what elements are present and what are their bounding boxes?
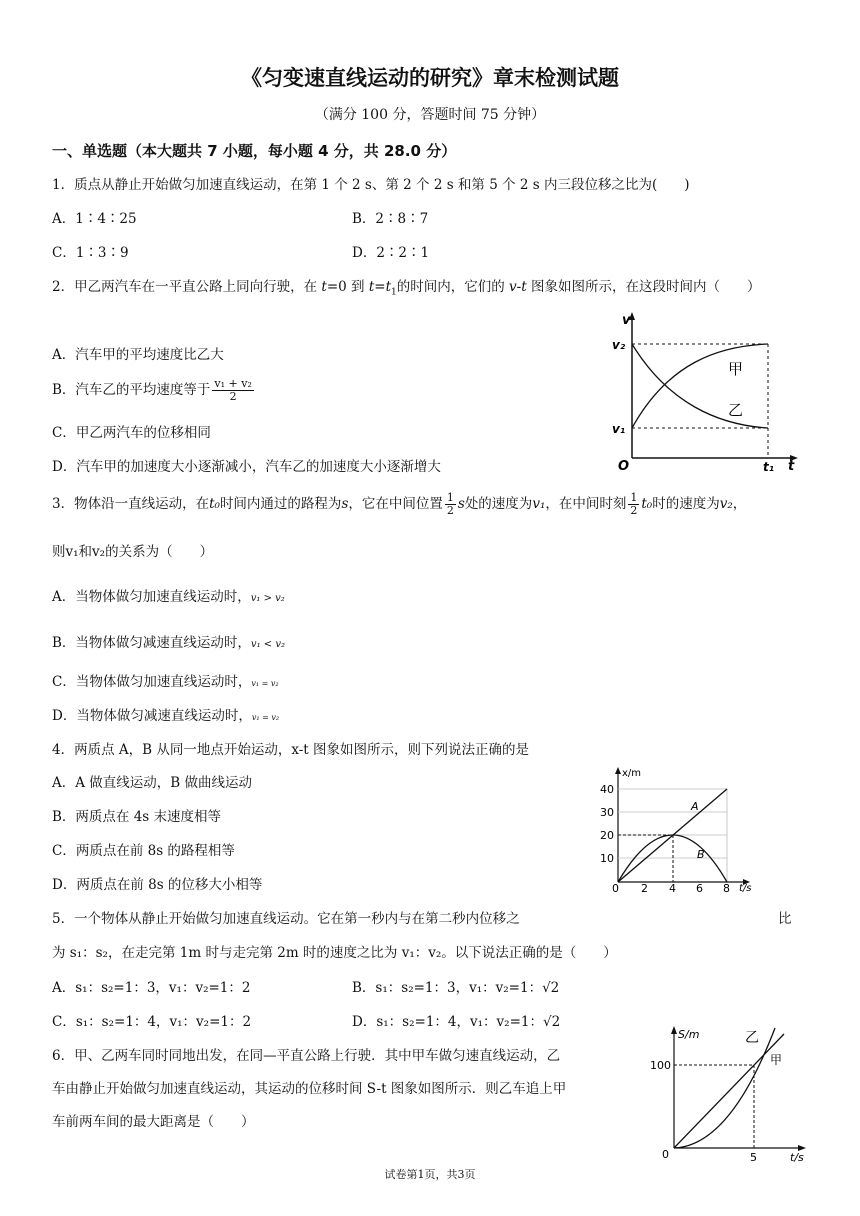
- q2-axis-t: t: [788, 459, 795, 474]
- q6-ytick-100: 100: [650, 1059, 671, 1072]
- q4-option-a: A．A 做直线运动，B 做曲线运动: [52, 775, 253, 791]
- q6-st-graph: [650, 1018, 815, 1164]
- q6-axis-t: t/s: [790, 1151, 804, 1164]
- q3-option-b: B．当物体做匀减速直线运动时，v₁ < v₂: [52, 635, 285, 651]
- q4-ytick-30: 30: [600, 806, 614, 819]
- q6-axis-s: S/m: [678, 1028, 700, 1041]
- q5-option-d: D．s₁：s₂=1：4，v₁：v₂=1：√2: [352, 1014, 561, 1030]
- q2-label-t1: t₁: [763, 460, 774, 474]
- q6-label-yi: 乙: [745, 1030, 759, 1046]
- q2-label-yi: 乙: [728, 401, 744, 419]
- q4-stem: 4．两质点 A，B 从同一地点开始运动，x-t 图象如图所示，则下列说法正确的是: [52, 742, 529, 758]
- q2-option-a: A．汽车甲的平均速度比乙大: [52, 347, 224, 363]
- q2-origin: O: [618, 459, 630, 474]
- q4-xt-graph: [594, 764, 770, 892]
- q6-origin: 0: [662, 1148, 669, 1161]
- q4-option-b: B．两质点在 4s 末速度相等: [52, 809, 222, 825]
- q4-xtick-4: 4: [669, 882, 676, 892]
- page-title: 《匀变速直线运动的研究》章末检测试题: [241, 66, 619, 90]
- q6-stem-line1: 6．甲、乙两车同时同地出发，在同—平直公路上行驶．其中甲车做匀速直线运动，乙: [52, 1048, 561, 1064]
- q1-stem: 1．质点从静止开始做匀加速直线运动，在第 1 个 2 s、第 2 个 2 s 和第 5 个 2 s 内三段位移之比为( ): [52, 177, 690, 193]
- q5-option-a: A．s₁：s₂=1：3，v₁：v₂=1：2: [52, 980, 251, 996]
- q5-stem-line1: 5．一个物体从静止开始做匀加速直线运动。它在第一秒内与在第二秒内位移之: [52, 911, 520, 927]
- q5-option-c: C．s₁：s₂=1：4，v₁：v₂=1：2: [52, 1014, 252, 1030]
- q2-vt-graph: [608, 308, 808, 474]
- q4-origin: 0: [612, 882, 619, 892]
- q4-xtick-6: 6: [696, 882, 703, 892]
- q2-option-c: C．甲乙两汽车的位移相同: [52, 425, 211, 441]
- q6-label-jia: 甲: [770, 1053, 783, 1067]
- q4-ytick-10: 10: [600, 852, 614, 865]
- q2-stem: 2．甲乙两汽车在一平直公路上同向行驶，在 t=0 到 $t=t_1$的时间内，它们的 v-t 图象如图所示，在这段时间内（ ）: [52, 279, 761, 298]
- q4-xtick-2: 2: [641, 882, 648, 892]
- q2-label-jia: 甲: [728, 360, 744, 378]
- q3-option-d: D．当物体做匀减速直线运动时，v₁ = v₂: [52, 708, 280, 724]
- q1-option-d: D．2∶2∶1: [352, 245, 430, 261]
- page-subtitle: （满分 100 分，答题时间 75 分钟）: [314, 107, 546, 123]
- q3-option-c: C．当物体做匀加速直线运动时，v₁ = v₂: [52, 674, 279, 690]
- q1-option-c: C．1∶3∶9: [52, 245, 129, 261]
- q4-label-a: A: [691, 800, 699, 813]
- q4-option-c: C．两质点在前 8s 的路程相等: [52, 843, 235, 859]
- q2-option-d: D．汽车甲的加速度大小逐渐减小，汽车乙的加速度大小逐渐增大: [52, 459, 441, 475]
- q4-ytick-40: 40: [600, 783, 614, 796]
- q4-axis-t: t/s: [739, 883, 752, 892]
- q6-stem-line3: 车前两车间的最大距离是（ ）: [52, 1114, 255, 1130]
- q6-stem-line2: 车由静止开始做匀加速直线运动，其运动的位移时间 S-t 图象如图所示．则乙车追上甲: [52, 1081, 567, 1097]
- page-footer: 试卷第1页，共3页: [384, 1168, 476, 1181]
- q4-ytick-20: 20: [600, 829, 614, 842]
- q6-xtick-5: 5: [750, 1151, 757, 1164]
- q2-option-b: B．汽车乙的平均速度等于 $\frac{\text{v₁ + v₂}}{2}$: [52, 377, 252, 403]
- q4-axis-x: x/m: [622, 768, 642, 779]
- q3-stem: 3．物体沿一直线运动，在t₀时间内通过的路程为s，它在中间位置 $\frac{1}{2}$ s处的速度为v₁，在中间时刻 $\frac{1}{2}$ t₀时的速度为v₂，: [52, 491, 747, 517]
- q2-label-v2: v₂: [612, 338, 626, 352]
- q5-stem-line1-end: 比: [778, 911, 792, 927]
- section-heading: 一、单选题（本大题共 7 小题，每小题 4 分，共 28.0 分）: [52, 142, 457, 160]
- q1-option-a: A．1∶4∶25: [52, 211, 137, 227]
- q2-label-v1: v₁: [612, 422, 626, 436]
- q3-option-a: A．当物体做匀加速直线运动时，v₁ > v₂: [52, 589, 285, 605]
- q2-axis-v: v: [622, 313, 631, 328]
- q4-label-b: B: [697, 848, 705, 861]
- q3-stem-line2: 则v₁和v₂的关系为（ ）: [52, 544, 214, 560]
- q5-stem-line2: 为 s₁：s₂，在走完第 1m 时与走完第 2m 时的速度之比为 v₁：v₂。以下说法正确的是（ ）: [52, 945, 617, 961]
- q5-option-b: B．s₁：s₂=1：3，v₁：v₂=1：√2: [352, 980, 560, 996]
- q1-option-b: B．2∶8∶7: [352, 211, 429, 227]
- q4-option-d: D．两质点在前 8s 的位移大小相等: [52, 877, 263, 893]
- q4-xtick-8: 8: [723, 882, 730, 892]
